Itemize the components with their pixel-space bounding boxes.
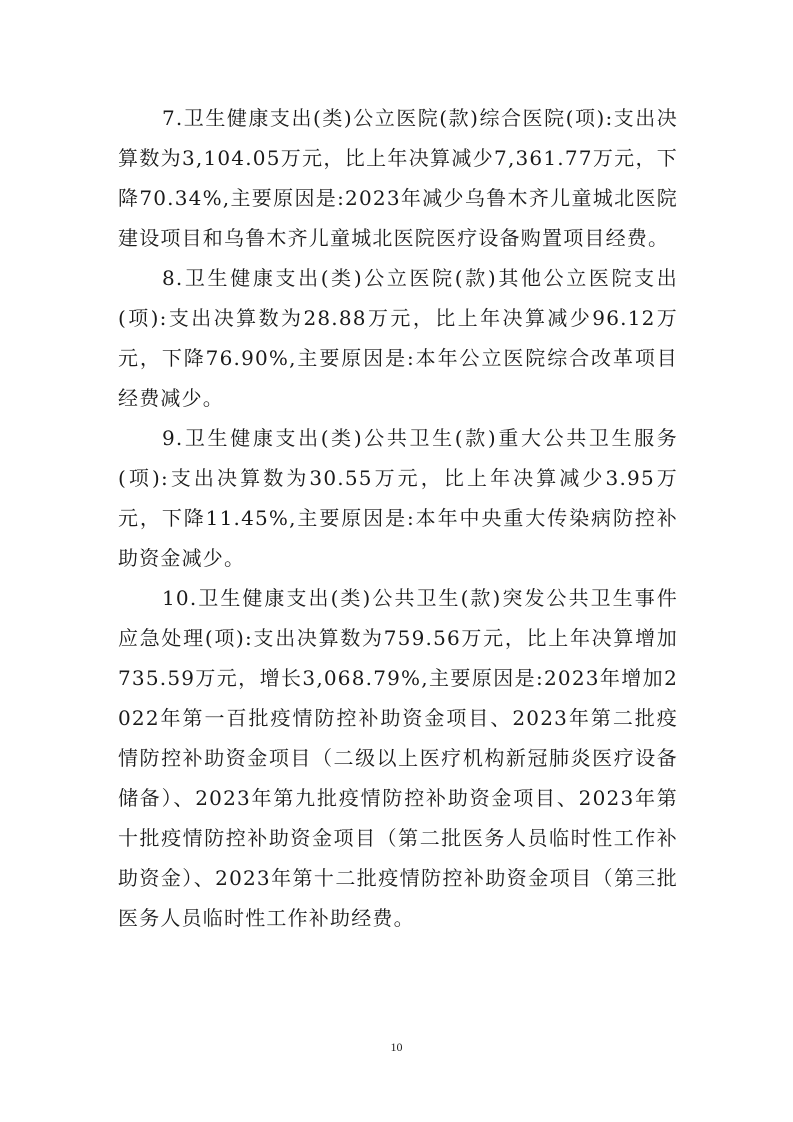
paragraph-item-9: 9.卫生健康支出(类)公共卫生(款)重大公共卫生服务(项):支出决算数为30.55万元，比上年决算减少3.95万元，下降11.45%,主要原因是:本年中央重大传染病防控补助资金减少。: [118, 426, 678, 570]
page-number: 10: [390, 1040, 403, 1054]
paragraph-item-7: 7.卫生健康支出(类)公立医院(款)综合医院(项):支出决算数为3,104.05万元，比上年决算减少7,361.77万元，下降70.34%,主要原因是:2023年减少乌鲁木齐儿童城北医院建设项目和乌鲁木齐儿童城北医院医疗设备购置项目经费。: [118, 106, 678, 250]
document-body: [118, 98, 678, 938]
paragraph-item-8: 8.卫生健康支出(类)公立医院(款)其他公立医院支出(项):支出决算数为28.88万元，比上年决算减少96.12万元，下降76.90%,主要原因是:本年公立医院综合改革项目经费减少。: [118, 266, 678, 410]
paragraph-item-10: 10.卫生健康支出(类)公共卫生(款)突发公共卫生事件应急处理(项):支出决算数为759.56万元，比上年决算增加735.59万元，增长3,068.79%,主要原因是:2023年增加2022年第一百批疫情防控补助资金项目、2023年第二批疫情防控补助资金项目（二级以上医疗机构新冠肺炎医疗设备储备）、2023年第九批疫情防控补助资金项目、2023年第十批疫情防控补助资金项目（第二批医务人员临时性工作补助资金）、2023年第十二批疫情防控补助资金项目（第三批医务人员临时性工作补助经费。: [118, 586, 678, 930]
